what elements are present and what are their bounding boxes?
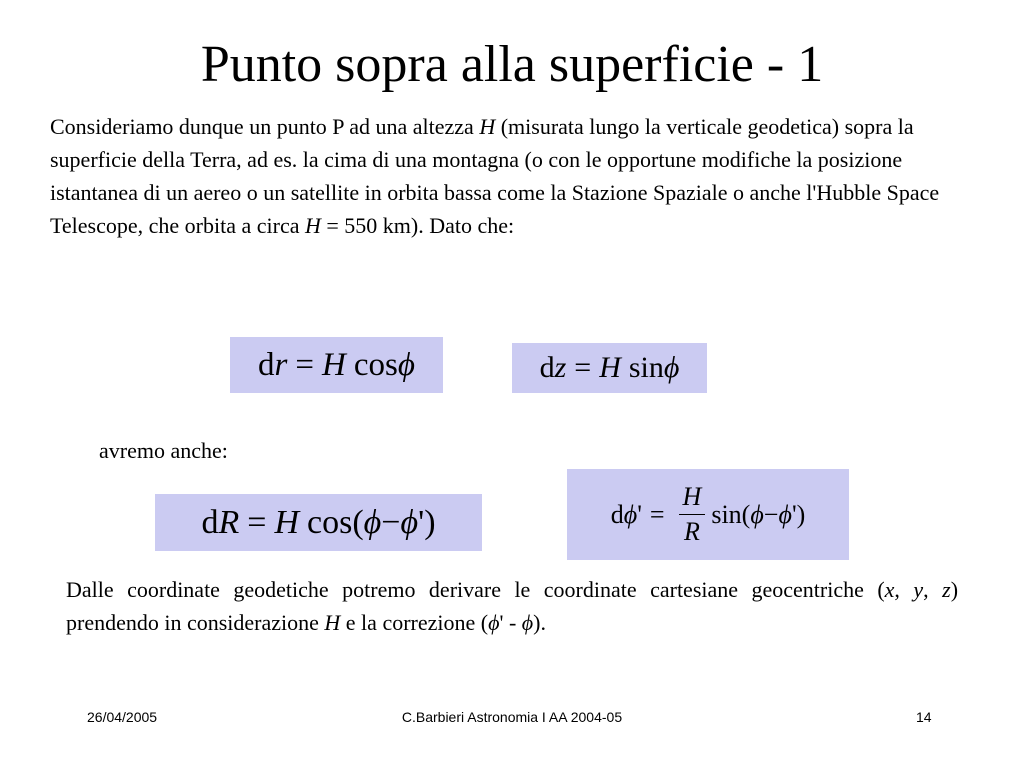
eq4-denominator: R	[683, 517, 700, 546]
concl-text-1: Dalle coordinate geodetiche potremo derivare le coordinate cartesiane geocentriche (	[66, 577, 885, 602]
eq4-numerator: H	[679, 480, 706, 515]
equation-dz	[512, 343, 707, 393]
equation-dr	[230, 337, 443, 393]
eq4-phi: ϕ	[623, 499, 638, 529]
eq2-d: d	[539, 351, 555, 384]
page-number: 14	[916, 709, 932, 725]
concl-var-z: z	[942, 577, 951, 602]
concl-text-3: e la correzione (	[340, 610, 489, 635]
footer-date: 26/04/2005	[87, 709, 158, 725]
eq3-equals: =	[247, 503, 267, 541]
concl-var-y: y	[913, 577, 924, 602]
eq3-var: R	[218, 503, 240, 541]
eq2-equals: =	[574, 351, 592, 384]
concl-text-2: ) prendendo in considerazione	[66, 577, 959, 635]
eq2-phi: ϕ	[663, 351, 680, 384]
conclusion-paragraph	[66, 573, 958, 639]
eq2-var: z	[554, 351, 567, 384]
eq3-phi-prime: ϕ	[400, 503, 419, 541]
eq4-prime: '	[637, 499, 642, 529]
eq1-h: H	[322, 346, 346, 383]
intro-var-h-2: H	[304, 213, 321, 238]
eq1-equals: =	[295, 346, 315, 383]
eq3-phi: ϕ	[363, 503, 382, 541]
footer-course: C.Barbieri Astronomia I AA 2004-05	[401, 709, 623, 725]
slide-title: Punto sopra alla superficie - 1	[200, 36, 824, 93]
intro-text-3: = 550 km). Dato che:	[320, 213, 515, 238]
eq4-minus: −	[763, 499, 779, 529]
concl-text-5: ).	[533, 610, 546, 635]
eq2-fn: sin	[628, 351, 664, 384]
eq4-fraction	[679, 480, 706, 549]
eq3-d: d	[201, 503, 219, 541]
eq2-h: H	[599, 351, 621, 384]
equation-dphi	[567, 469, 849, 560]
eq3-minus: −	[381, 503, 401, 541]
eq4-d: d	[610, 499, 624, 529]
eq3-fn: cos(	[307, 503, 364, 541]
equation-dR	[155, 494, 482, 551]
transition-note: avremo anche:	[99, 438, 228, 463]
concl-comma-1: ,	[894, 577, 914, 602]
concl-phi-1: ϕ	[488, 610, 500, 635]
concl-var-h: H	[324, 610, 341, 635]
concl-comma-2: ,	[923, 577, 943, 602]
eq4-phi-1: ϕ	[750, 499, 764, 529]
intro-var-h: H	[479, 114, 496, 139]
eq4-equals: =	[649, 499, 665, 529]
eq3-h: H	[274, 503, 299, 541]
eq1-phi: ϕ	[397, 346, 415, 383]
eq3-close: ')	[418, 503, 436, 541]
eq1-d: d	[258, 346, 275, 383]
eq1-var: r	[274, 346, 288, 383]
intro-paragraph	[50, 110, 980, 242]
concl-var-x: x	[884, 577, 895, 602]
eq4-close: ')	[791, 499, 806, 529]
concl-text-4: ' -	[499, 610, 522, 635]
intro-text-1: Consideriamo dunque un punto P ad una altezza	[50, 114, 480, 139]
intro-text-2: (misurata lungo la verticale geodetica) sopra la superficie della Terra, ad es. la cima di una montagna (o con le opportune modifiche la posizione istantanea di un aereo o un satellite in orbita bassa come la Stazione Spaziale o anche l'Hubble Space Telescope, che orbita a circa	[50, 114, 940, 238]
concl-phi-2: ϕ	[521, 610, 534, 635]
eq1-fn: cos	[353, 346, 398, 383]
eq4-phi-2: ϕ	[778, 499, 792, 529]
eq4-fn: sin(	[711, 499, 751, 529]
